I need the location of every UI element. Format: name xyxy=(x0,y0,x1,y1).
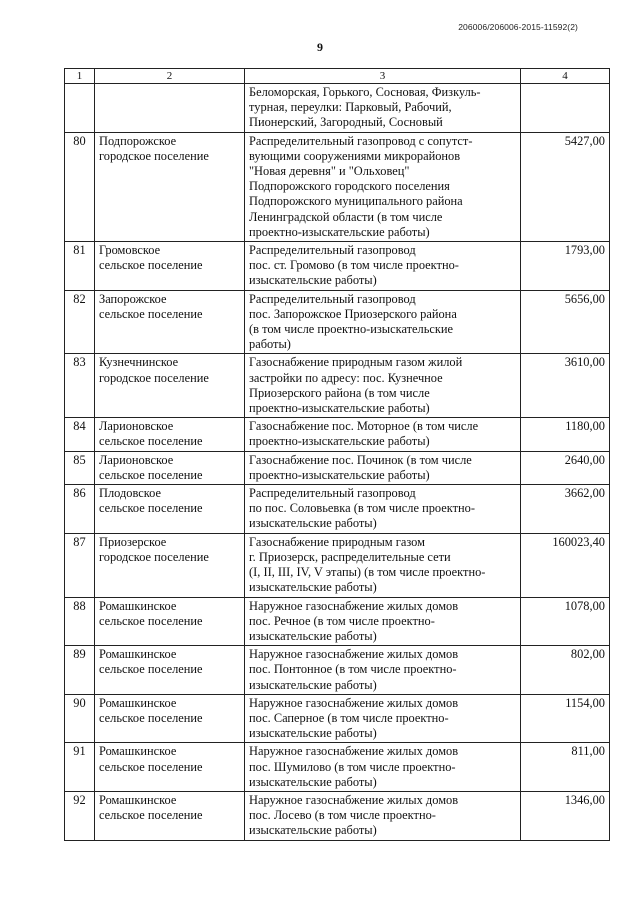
row-number-cell: 85 xyxy=(65,451,95,484)
table-row xyxy=(65,485,610,534)
description-cell xyxy=(245,533,521,597)
amount-cell: 1154,00 xyxy=(521,694,610,743)
cell-line: Ленинградской области (в том числе xyxy=(249,209,443,224)
cell-line: Приозерского района (в том числе xyxy=(249,385,430,400)
column-number-header: 4 xyxy=(521,69,610,84)
row-number-cell: 89 xyxy=(65,646,95,695)
table-row xyxy=(65,743,610,792)
cell-line: изыскательские работы) xyxy=(249,580,377,595)
table-row xyxy=(65,646,610,695)
amount-cell: 3610,00 xyxy=(521,354,610,418)
cell-line: Ромашкинское xyxy=(99,792,177,807)
document-code: 206006/206006-2015-11592(2) xyxy=(458,22,578,32)
description-cell xyxy=(245,451,521,484)
cell-line: изыскательские работы) xyxy=(249,774,377,789)
table-row xyxy=(65,290,610,354)
cell-line: Подпорожское xyxy=(99,133,177,148)
cell-line: турная, переулки: Парковый, Рабочий, xyxy=(249,100,452,115)
cell-line: Ларионовское xyxy=(99,452,174,467)
cell-line: пос. Шумилово (в том числе проектно- xyxy=(249,759,456,774)
settlement-cell xyxy=(95,242,245,291)
row-number-cell: 92 xyxy=(65,791,95,840)
settlement-cell xyxy=(95,597,245,646)
cell-line: Ромашкинское xyxy=(99,647,177,662)
table-row xyxy=(65,354,610,418)
table-row xyxy=(65,418,610,451)
row-number-cell: 83 xyxy=(65,354,95,418)
amount-cell: 1793,00 xyxy=(521,242,610,291)
cell-line: Плодовское xyxy=(99,486,161,501)
amount-cell: 3662,00 xyxy=(521,485,610,534)
row-number-cell: 87 xyxy=(65,533,95,597)
cell-line: изыскательские работы) xyxy=(249,516,377,531)
cell-line: проектно-изыскательские работы) xyxy=(249,224,430,239)
column-number-header: 1 xyxy=(65,69,95,84)
cell-line: вующими сооружениями микрорайонов xyxy=(249,148,461,163)
cell-line: Наружное газоснабжение жилых домов xyxy=(249,744,459,759)
cell-line: Распределительный газопровод xyxy=(249,486,416,501)
row-number-cell: 91 xyxy=(65,743,95,792)
amount-cell: 2640,00 xyxy=(521,451,610,484)
cell-line: изыскательские работы) xyxy=(249,628,377,643)
amount-cell xyxy=(521,84,610,133)
settlement-cell xyxy=(95,533,245,597)
table-row xyxy=(65,132,610,241)
table-body xyxy=(65,84,610,841)
cell-line: пос. ст. Громово (в том числе проектно- xyxy=(249,258,459,273)
description-cell xyxy=(245,694,521,743)
funding-table xyxy=(64,68,610,841)
column-number-header: 3 xyxy=(245,69,521,84)
cell-line: Ларионовское xyxy=(99,419,174,434)
settlement-cell xyxy=(95,743,245,792)
page-number: 9 xyxy=(317,40,323,54)
description-cell xyxy=(245,418,521,451)
description-cell xyxy=(245,485,521,534)
amount-cell: 1078,00 xyxy=(521,597,610,646)
cell-line: Ромашкинское xyxy=(99,695,177,710)
cell-line: Подпорожского городского поселения xyxy=(249,179,450,194)
row-number-cell: 90 xyxy=(65,694,95,743)
cell-line: работы) xyxy=(249,337,291,352)
cell-line: Пионерский, Загородный, Сосновый xyxy=(249,115,443,130)
cell-line: изыскательские работы) xyxy=(249,677,377,692)
description-cell xyxy=(245,84,521,133)
amount-cell: 802,00 xyxy=(521,646,610,695)
cell-line: Распределительный газопровод с сопутст- xyxy=(249,133,473,148)
description-cell xyxy=(245,290,521,354)
settlement-cell xyxy=(95,418,245,451)
cell-line: Наружное газоснабжение жилых домов xyxy=(249,647,459,662)
cell-line: сельское поселение xyxy=(99,710,203,725)
description-cell xyxy=(245,354,521,418)
row-number-cell: 86 xyxy=(65,485,95,534)
cell-line: сельское поселение xyxy=(99,662,203,677)
cell-line: Ромашкинское xyxy=(99,744,177,759)
table-row xyxy=(65,597,610,646)
table-row xyxy=(65,791,610,840)
cell-line: "Новая деревня" и "Ольховец" xyxy=(249,164,410,179)
cell-line: сельское поселение xyxy=(99,258,203,273)
cell-line: Наружное газоснабжение жилых домов xyxy=(249,695,459,710)
cell-line: Распределительный газопровод xyxy=(249,243,416,258)
cell-line: Газоснабжение природным газом жилой xyxy=(249,355,463,370)
cell-line: городское поселение xyxy=(99,370,209,385)
table-row xyxy=(65,694,610,743)
table-row xyxy=(65,533,610,597)
cell-line: (в том числе проектно-изыскательские xyxy=(249,322,454,337)
cell-line: Беломорская, Горького, Сосновая, Физкуль- xyxy=(249,85,481,99)
description-cell xyxy=(245,646,521,695)
row-number-cell: 81 xyxy=(65,242,95,291)
cell-line: Подпорожского муниципального района xyxy=(249,194,463,209)
cell-line: пос. Запорожское Приозерского района xyxy=(249,306,457,321)
cell-line: изыскательские работы) xyxy=(249,823,377,838)
row-number-cell: 84 xyxy=(65,418,95,451)
cell-line: Ромашкинское xyxy=(99,598,177,613)
cell-line: сельское поселение xyxy=(99,808,203,823)
cell-line: сельское поселение xyxy=(99,501,203,516)
cell-line: застройки по адресу: пос. Кузнечное xyxy=(249,370,443,385)
cell-line: сельское поселение xyxy=(99,467,203,482)
cell-line: (I, II, III, IV, V этапы) (в том числе проектно- xyxy=(249,565,486,580)
cell-line: Кузнечнинское xyxy=(99,355,179,370)
amount-cell: 1346,00 xyxy=(521,791,610,840)
cell-line: пос. Саперное (в том числе проектно- xyxy=(249,710,449,725)
settlement-cell xyxy=(95,84,245,133)
table-row xyxy=(65,84,610,133)
table-row xyxy=(65,242,610,291)
cell-line: пос. Понтонное (в том числе проектно- xyxy=(249,662,457,677)
cell-line: Распределительный газопровод xyxy=(249,291,416,306)
cell-line: сельское поселение xyxy=(99,434,203,449)
settlement-cell xyxy=(95,485,245,534)
cell-line: городское поселение xyxy=(99,148,209,163)
cell-line: Запорожское xyxy=(99,291,167,306)
amount-cell: 1180,00 xyxy=(521,418,610,451)
description-cell xyxy=(245,242,521,291)
cell-line: Газоснабжение природным газом xyxy=(249,534,425,549)
cell-line: Приозерское xyxy=(99,534,167,549)
cell-line: Наружное газоснабжение жилых домов xyxy=(249,598,459,613)
amount-cell: 160023,40 xyxy=(521,533,610,597)
cell-line: г. Приозерск, распределительные сети xyxy=(249,549,451,564)
table-row xyxy=(65,451,610,484)
row-number-cell xyxy=(65,84,95,133)
cell-line: пос. Речное (в том числе проектно- xyxy=(249,613,435,628)
description-cell xyxy=(245,791,521,840)
cell-line: сельское поселение xyxy=(99,306,203,321)
cell-line: сельское поселение xyxy=(99,613,203,628)
settlement-cell xyxy=(95,132,245,241)
row-number-cell: 82 xyxy=(65,290,95,354)
cell-line: изыскательские работы) xyxy=(249,273,377,288)
row-number-cell: 88 xyxy=(65,597,95,646)
amount-cell: 5656,00 xyxy=(521,290,610,354)
cell-line: городское поселение xyxy=(99,549,209,564)
cell-line: Наружное газоснабжение жилых домов xyxy=(249,792,459,807)
row-number-cell: 80 xyxy=(65,132,95,241)
cell-line: изыскательские работы) xyxy=(249,726,377,741)
cell-line: проектно-изыскательские работы) xyxy=(249,467,430,482)
cell-line: проектно-изыскательские работы) xyxy=(249,434,430,449)
column-number-header: 2 xyxy=(95,69,245,84)
settlement-cell xyxy=(95,451,245,484)
cell-line: Громовское xyxy=(99,243,161,258)
cell-line: Газоснабжение пос. Починок (в том числе xyxy=(249,452,472,467)
amount-cell: 5427,00 xyxy=(521,132,610,241)
cell-line: проектно-изыскательские работы) xyxy=(249,401,430,416)
settlement-cell xyxy=(95,354,245,418)
column-number-row xyxy=(65,69,610,84)
description-cell xyxy=(245,132,521,241)
cell-line: Газоснабжение пос. Моторное (в том числе xyxy=(249,419,479,434)
amount-cell: 811,00 xyxy=(521,743,610,792)
cell-line: сельское поселение xyxy=(99,759,203,774)
settlement-cell xyxy=(95,694,245,743)
description-cell xyxy=(245,743,521,792)
settlement-cell xyxy=(95,646,245,695)
cell-line: по пос. Соловьевка (в том числе проектно- xyxy=(249,501,475,516)
cell-line: пос. Лосево (в том числе проектно- xyxy=(249,808,436,823)
settlement-cell xyxy=(95,290,245,354)
settlement-cell xyxy=(95,791,245,840)
description-cell xyxy=(245,597,521,646)
